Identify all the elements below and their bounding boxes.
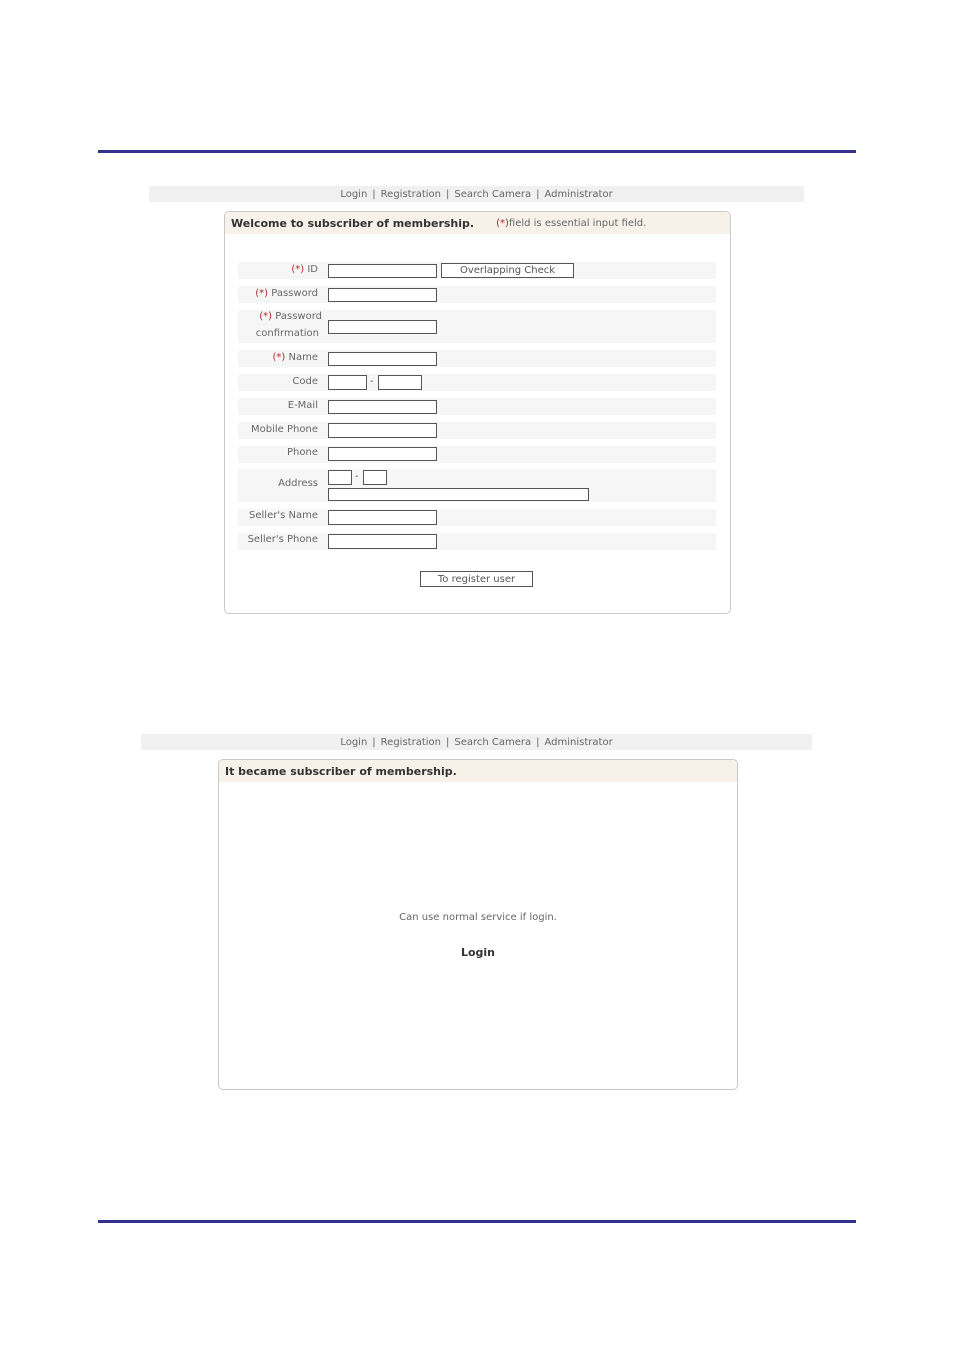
required-marker: (*) bbox=[496, 217, 509, 229]
form-row-seller-name bbox=[238, 509, 716, 526]
password-label-text: Password bbox=[271, 288, 318, 299]
nav-separator: | bbox=[536, 188, 540, 200]
email-label: E-Mail bbox=[287, 400, 318, 411]
phone-input[interactable] bbox=[328, 447, 437, 461]
nav-login-link[interactable]: Login bbox=[340, 736, 368, 748]
phone-label: Phone bbox=[287, 447, 318, 458]
code-dash: - bbox=[370, 376, 374, 387]
top-nav bbox=[141, 734, 812, 750]
nav-separator: | bbox=[445, 736, 450, 748]
zip-input-2[interactable] bbox=[363, 470, 387, 485]
nav-separator: | bbox=[536, 736, 540, 748]
zip-input-1[interactable] bbox=[328, 470, 352, 485]
password-label bbox=[255, 288, 318, 299]
email-input[interactable] bbox=[328, 400, 437, 414]
form-row-email bbox=[238, 398, 716, 415]
nav-registration-link[interactable]: Registration bbox=[380, 736, 441, 748]
confirmation-title: It became subscriber of membership. bbox=[225, 764, 457, 778]
mobile-phone-label: Mobile Phone bbox=[251, 424, 318, 435]
nav-separator: | bbox=[445, 188, 450, 200]
nav-administrator-link[interactable]: Administrator bbox=[544, 188, 613, 200]
required-marker: (*) bbox=[255, 288, 269, 299]
required-marker: (*) bbox=[272, 352, 286, 363]
nav-registration-link[interactable]: Registration bbox=[380, 188, 441, 200]
form-row-name bbox=[238, 350, 716, 367]
name-input[interactable] bbox=[328, 352, 437, 366]
nav-search-camera-link[interactable]: Search Camera bbox=[454, 188, 532, 200]
nav-separator: | bbox=[372, 188, 376, 200]
register-user-button[interactable]: To register user bbox=[420, 571, 533, 587]
password-input[interactable] bbox=[328, 288, 437, 302]
required-note bbox=[496, 218, 646, 229]
top-rule bbox=[98, 150, 856, 153]
nav-separator: | bbox=[372, 736, 376, 748]
nav-search-camera-link[interactable]: Search Camera bbox=[454, 736, 532, 748]
login-link[interactable]: Login bbox=[460, 946, 496, 959]
id-label bbox=[291, 264, 318, 275]
code-input-1[interactable] bbox=[328, 375, 367, 390]
zip-dash: - bbox=[355, 471, 359, 482]
id-input[interactable] bbox=[328, 264, 437, 278]
seller-phone-input[interactable] bbox=[328, 534, 437, 549]
id-label-text: ID bbox=[307, 264, 318, 275]
required-marker: (*) bbox=[291, 264, 305, 275]
seller-name-label: Seller's Name bbox=[249, 510, 318, 521]
form-row-password-confirmation bbox=[238, 310, 716, 343]
top-nav bbox=[149, 186, 804, 202]
name-label-text: Name bbox=[288, 352, 318, 363]
overlapping-check-button[interactable]: Overlapping Check bbox=[441, 263, 574, 278]
form-row-phone bbox=[238, 446, 716, 463]
bottom-rule bbox=[98, 1220, 856, 1223]
required-note-text: field is essential input field. bbox=[508, 217, 647, 229]
confirmation-panel bbox=[218, 759, 738, 1090]
seller-phone-label: Seller's Phone bbox=[247, 534, 318, 545]
address-label: Address bbox=[278, 478, 318, 489]
mobile-phone-input[interactable] bbox=[328, 423, 437, 438]
code-label: Code bbox=[292, 376, 318, 387]
form-row-seller-phone bbox=[238, 533, 716, 550]
password-confirm-label-line2: confirmation bbox=[255, 328, 319, 339]
confirmation-header bbox=[219, 760, 737, 782]
required-marker: (*) bbox=[259, 311, 273, 322]
registration-title: Welcome to subscriber of membership. bbox=[231, 216, 475, 230]
password-confirm-label bbox=[259, 311, 322, 322]
registration-header bbox=[225, 212, 730, 234]
name-label bbox=[272, 352, 318, 363]
confirmation-message: Can use normal service if login. bbox=[399, 912, 557, 923]
code-input-2[interactable] bbox=[378, 375, 422, 390]
address-input[interactable] bbox=[328, 488, 589, 501]
form-row-password bbox=[238, 286, 716, 303]
nav-login-link[interactable]: Login bbox=[340, 188, 368, 200]
form-row-code bbox=[238, 374, 716, 391]
password-confirm-label-text: Password bbox=[275, 311, 322, 322]
form-row-mobile-phone bbox=[238, 422, 716, 439]
password-confirmation-input[interactable] bbox=[328, 320, 437, 334]
nav-administrator-link[interactable]: Administrator bbox=[544, 736, 613, 748]
seller-name-input[interactable] bbox=[328, 510, 437, 525]
